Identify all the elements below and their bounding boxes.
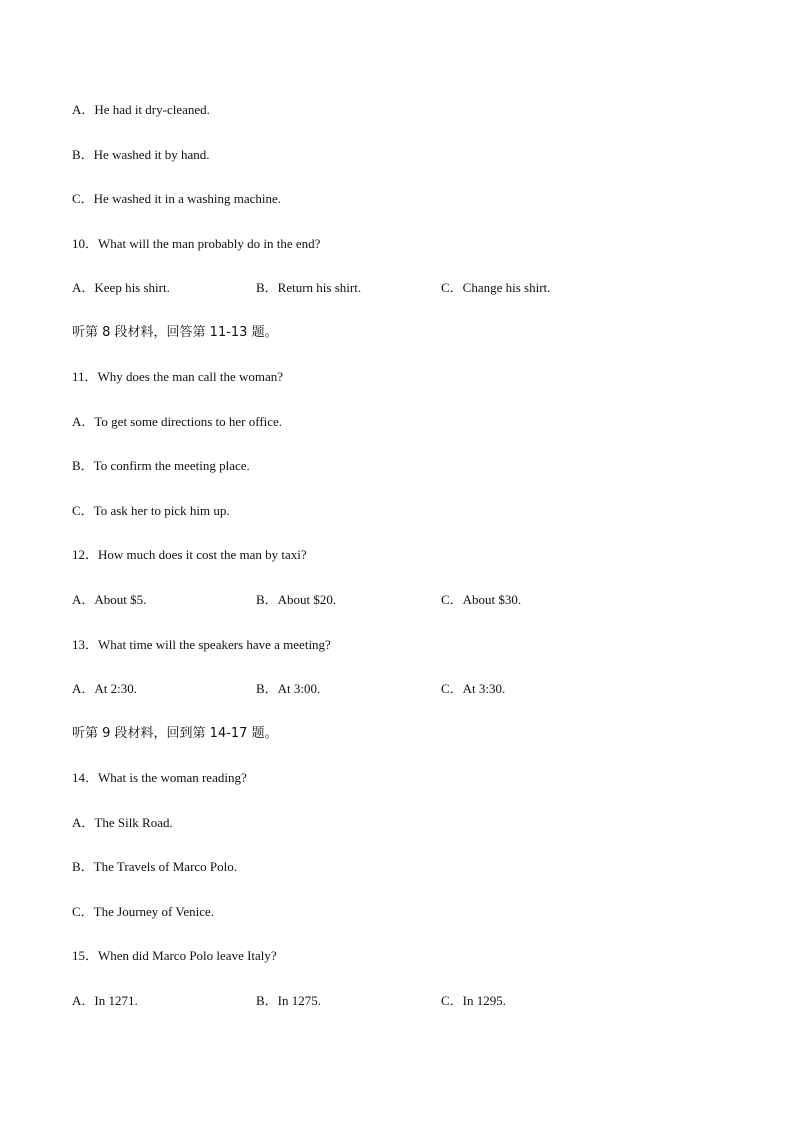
q10-option-a: A．Keep his shirt. (72, 280, 170, 295)
q12-option-b: B．About $20. (256, 592, 337, 607)
q12-question: 12．How much does it cost the man by taxi? (72, 547, 307, 562)
section-9-heading: 听第 9 段材料，回到第 14-17 题。 (72, 726, 278, 741)
q15-option-a: A．In 1271. (72, 993, 138, 1008)
q14-question: 14．What is the woman reading? (72, 770, 247, 785)
q11-option-c: C．To ask her to pick him up. (72, 503, 230, 518)
q14-option-b: B．The Travels of Marco Polo. (72, 859, 238, 874)
q9-option-c: C．He washed it in a washing machine. (72, 191, 282, 206)
q10-option-c: C．Change his shirt. (441, 280, 551, 295)
q13-option-a: A．At 2:30. (72, 681, 138, 696)
q15-option-b: B．In 1275. (256, 993, 322, 1008)
q12-option-c: C．About $30. (441, 592, 522, 607)
section-8-heading: 听第 8 段材料，回答第 11-13 题。 (72, 325, 278, 340)
q12-option-a: A．About $5. (72, 592, 147, 607)
q11-question: 11．Why does the man call the woman? (72, 369, 284, 384)
q10-question: 10．What will the man probably do in the end? (72, 236, 321, 251)
q13-option-c: C．At 3:30. (441, 681, 506, 696)
q11-option-b: B．To confirm the meeting place. (72, 458, 250, 473)
q9-option-a: A．He had it dry-cleaned. (72, 102, 210, 117)
q13-question: 13．What time will the speakers have a meeting? (72, 637, 331, 652)
q11-option-a: A．To get some directions to her office. (72, 414, 283, 429)
q13-option-b: B．At 3:00. (256, 681, 321, 696)
q9-option-b: B．He washed it by hand. (72, 147, 210, 162)
q15-option-c: C．In 1295. (441, 993, 507, 1008)
q10-option-b: B．Return his shirt. (256, 280, 362, 295)
q14-option-a: A．The Silk Road. (72, 815, 173, 830)
q14-option-c: C．The Journey of Venice. (72, 904, 215, 919)
q15-question: 15．When did Marco Polo leave Italy? (72, 948, 277, 963)
